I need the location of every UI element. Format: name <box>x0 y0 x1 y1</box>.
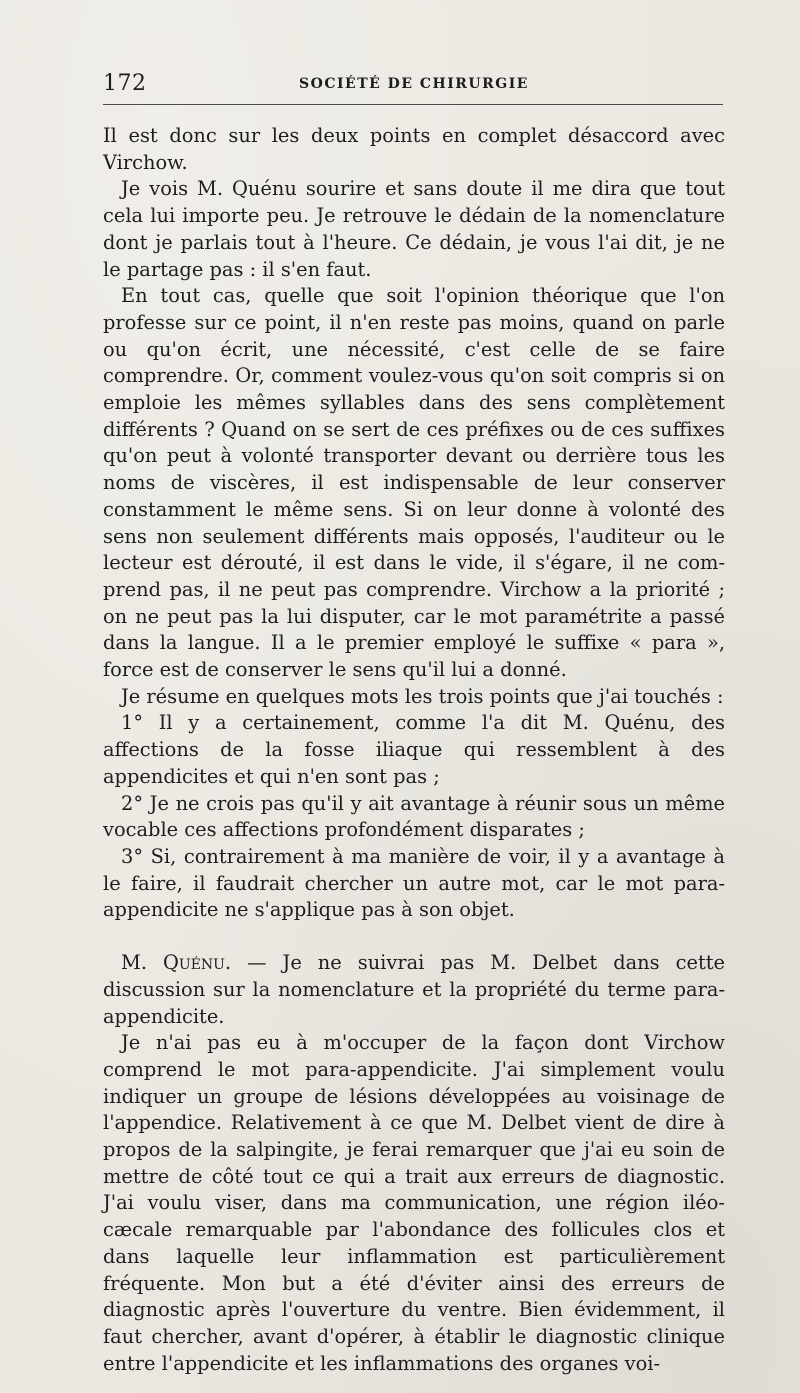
paragraph-point-2: 2° Je ne crois pas qu'il y ait avantage à réunir sous un même vocable ces affections profondément disparates ; <box>103 791 725 842</box>
paragraph-point-1: 1° Il y a certainement, comme l'a dit M. Quénu, des affections de la fosse iliaque qui ressemblent à des appendicites et qui n'en sont pas ; <box>103 711 725 788</box>
paragraph-nomenclature-argument: En tout cas, quelle que soit l'opinion théorique que l'on professe sur ce point, il n'en reste pas moins, quand on parle ou qu'on écrit, une nécessité, c'est celle de se faire comprendre. Or, comment voulez-vous qu'on soit compris si on emploie les mêmes syllables dans des sens complètement différents ? Quand on se sert de ces préfixes ou de ces suffixes qu'on peut à volonté transporter devant ou derrière tous les noms de viscères, il est indispensable de leur conserver constamment le même sens. Si on leur donne à volonté des sens non seulement différents mais opposés, l'auditeur ou le lecteur est dérouté, il est dans le vide, il s'égare, il ne comprend pas, il ne peut pas comprendre. Virchow a la priorité ; on ne peut pas la lui disputer, car le mot paramétrite a passé dans la langue. Il a le premier employé le suffixe « para », force est de conserver le sens qu'il lui a donné. <box>103 284 725 682</box>
running-head <box>103 71 725 101</box>
paragraph-virchow-disagreement: Il est donc sur les deux points en complet désaccord avec Virchow. <box>103 124 725 174</box>
paragraph-quenu-reply <box>103 950 725 1030</box>
speaker-name: M. Quénu. <box>121 951 232 975</box>
page-number: 172 <box>103 71 147 96</box>
running-title: SOCIÉTÉ DE CHIRURGIE <box>299 76 529 92</box>
paragraph-summary-intro: Je résume en quelques mots les trois points que j'ai touchés : <box>121 684 724 708</box>
header-rule <box>103 104 723 105</box>
body-text <box>103 123 725 1377</box>
paragraph-quenu-smile: Je vois M. Quénu sourire et sans doute il me dira que tout cela lui importe peu. Je retrouve le dédain de la nomenclature dont je parlais tout à l'heure. Ce dédain, je vous l'ai dit, je ne le partage pas : il s'en faut. <box>103 177 725 281</box>
speaker-text: — Je ne suivrai pas M. Delbet dans cette discussion sur la nomenclature et la propriété du terme para-appendicite. <box>103 951 726 1028</box>
paragraph-quenu-explanation: Je n'ai pas eu à m'occuper de la façon dont Virchow comprend le mot para-appendicite. J'ai simplement voulu indiquer un groupe de lésions développées au voisinage de l'appendice. Relativement à ce que M. Delbet vient de dire à propos de la salpingite, je ferai remarquer que j'ai eu soin de mettre de côté tout ce qui a trait aux erreurs de diagnostic. J'ai voulu viser, dans ma communication, une région iléo-cæcale remarquable par l'abondance des follicules clos et dans laquelle leur inflammation est particulièrement fréquente. Mon but a été d'éviter ainsi des erreurs de diagnostic après l'ouverture du ventre. Bien évidemment, il faut chercher, avant d'opérer, à établir le diagnostic clinique entre l'appendicite et les inflammations des organes voi- <box>103 1031 725 1375</box>
paragraph-point-3: 3° Si, contrairement à ma manière de voir, il y a avantage à le faire, il faudrait chercher un autre mot, car le mot para-appendicite ne s'applique pas à son objet. <box>103 844 725 922</box>
